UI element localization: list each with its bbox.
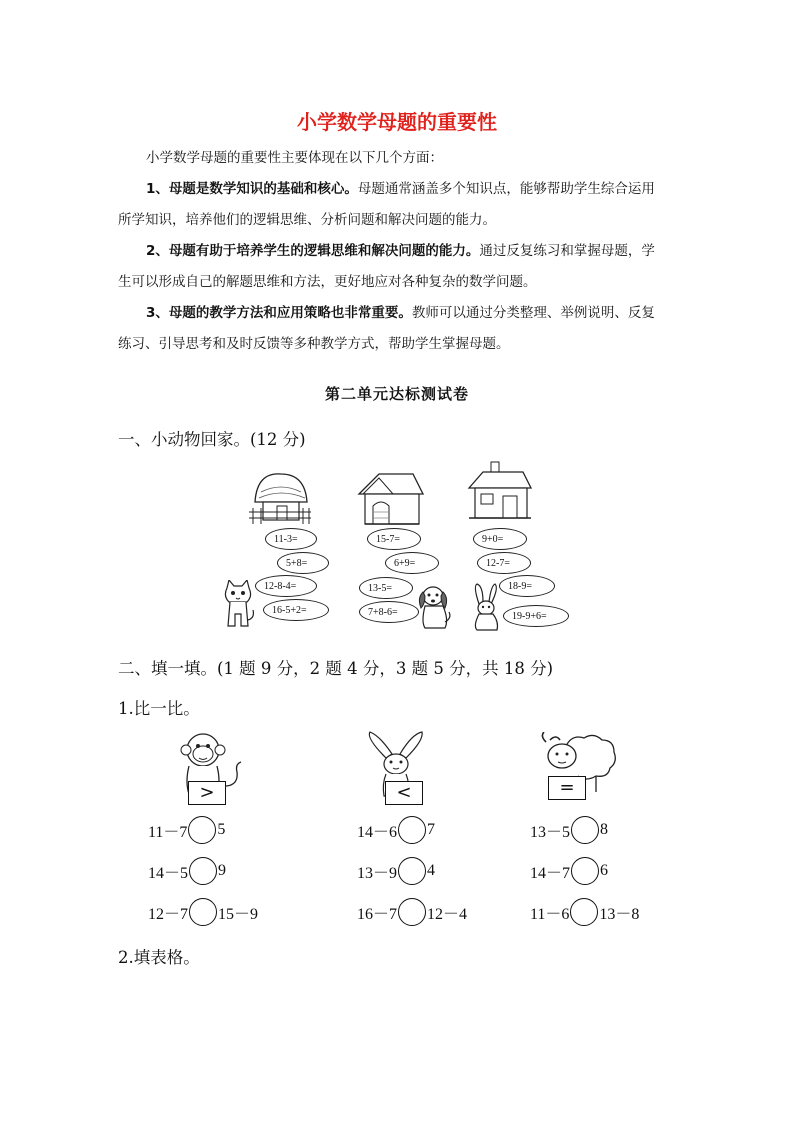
test-title: 第二单元达标测试卷	[324, 385, 469, 403]
oval-expression: 12-8-4=	[255, 575, 317, 597]
point-1-line1: 母题通常涵盖多个知识点，能够帮助学生综合运用	[357, 181, 655, 197]
answer-circle[interactable]	[398, 898, 426, 926]
compare-item	[148, 816, 225, 844]
oval-expression: 11-3=	[265, 528, 317, 550]
left-expression: 12－7	[148, 905, 189, 923]
answer-circle[interactable]	[571, 857, 599, 885]
answer-circle[interactable]	[398, 857, 426, 885]
oval-expression: 18-9=	[499, 575, 555, 597]
equal-sign: =	[548, 776, 586, 800]
right-expression: 13－8	[599, 905, 640, 923]
left-expression: 14－7	[530, 864, 571, 882]
right-expression: 7	[427, 821, 436, 838]
right-expression: 12－4	[427, 905, 468, 923]
point-2-line1: 通过反复练习和掌握母题，学	[479, 243, 655, 259]
point-3	[118, 298, 680, 360]
compare-item	[148, 898, 258, 926]
oval-expression: 9+0=	[473, 528, 527, 550]
oval-expression: 5+8=	[277, 552, 329, 574]
right-expression: 4	[427, 862, 436, 879]
point-3-line1: 教师可以通过分类整理、举例说明、反复	[411, 305, 655, 321]
compare-item	[530, 816, 608, 844]
answer-circle[interactable]	[571, 816, 599, 844]
left-expression: 13－9	[357, 864, 398, 882]
animal-home-figure	[215, 458, 575, 638]
point-1-line2: 所学知识，培养他们的逻辑思维、分析问题和解决问题的能力。	[118, 212, 496, 228]
answer-circle[interactable]	[398, 816, 426, 844]
right-expression: 9	[218, 862, 227, 879]
oval-expression: 19-9+6=	[503, 605, 569, 627]
point-2	[118, 236, 680, 298]
compare-item	[530, 898, 639, 926]
point-1-bold: 1、母题是数学知识的基础和核心。	[146, 181, 358, 197]
oval-expression: 6+9=	[385, 552, 439, 574]
oval-expression: 7+8-6=	[359, 601, 419, 623]
answer-circle[interactable]	[189, 857, 217, 885]
point-1	[118, 174, 680, 236]
left-expression: 13－5	[530, 823, 571, 841]
greater-than-sign: >	[188, 781, 226, 805]
point-2-line2: 生可以形成自己的解题思维和方法，更好地应对各种复杂的数学问题。	[118, 274, 537, 290]
sub-question-2: 2.填表格。	[118, 948, 200, 967]
oval-expression: 13-5=	[359, 577, 413, 599]
right-expression: 5	[217, 821, 226, 838]
rabbit-icon	[467, 582, 503, 634]
answer-circle[interactable]	[188, 816, 216, 844]
point-3-bold: 3、母题的教学方法和应用策略也非常重要。	[146, 305, 412, 321]
brick-house-icon	[353, 468, 427, 528]
left-expression: 11－6	[530, 905, 570, 923]
compare-item	[357, 816, 435, 844]
point-3-line2: 练习、引导思考和及时反馈等多种教学方式，帮助学生掌握母题。	[118, 336, 510, 352]
right-expression: 8	[600, 821, 609, 838]
question-1-heading: 一、小动物回家。(12 分)	[118, 430, 306, 449]
left-expression: 16－7	[357, 905, 398, 923]
answer-circle[interactable]	[189, 898, 217, 926]
intro-text: 小学数学母题的重要性主要体现在以下几个方面：	[146, 150, 443, 166]
left-expression: 11－7	[148, 823, 188, 841]
left-expression: 14－6	[357, 823, 398, 841]
right-expression: 15－9	[218, 905, 259, 923]
oval-expression: 12-7=	[477, 552, 531, 574]
compare-item	[530, 857, 608, 885]
answer-circle[interactable]	[570, 898, 598, 926]
cat-icon	[221, 580, 255, 630]
point-2-bold: 2、母题有助于培养学生的逻辑思维和解决问题的能力。	[146, 243, 480, 259]
less-than-sign: <	[385, 781, 423, 805]
page-title: 小学数学母题的重要性	[297, 110, 497, 134]
compare-item	[357, 898, 467, 926]
compare-item	[357, 857, 435, 885]
sub-question-1: 1.比一比。	[118, 699, 200, 718]
dog-icon	[415, 582, 453, 632]
cottage-icon	[465, 460, 535, 526]
left-expression: 14－5	[148, 864, 189, 882]
right-expression: 6	[600, 862, 609, 879]
compare-item	[148, 857, 226, 885]
oval-expression: 16-5+2=	[263, 599, 329, 621]
thatched-house-icon	[247, 468, 313, 528]
oval-expression: 15-7=	[367, 528, 421, 550]
question-2-heading: 二、填一填。(1 题 9 分，2 题 4 分，3 题 5 分，共 18 分)	[118, 659, 554, 678]
